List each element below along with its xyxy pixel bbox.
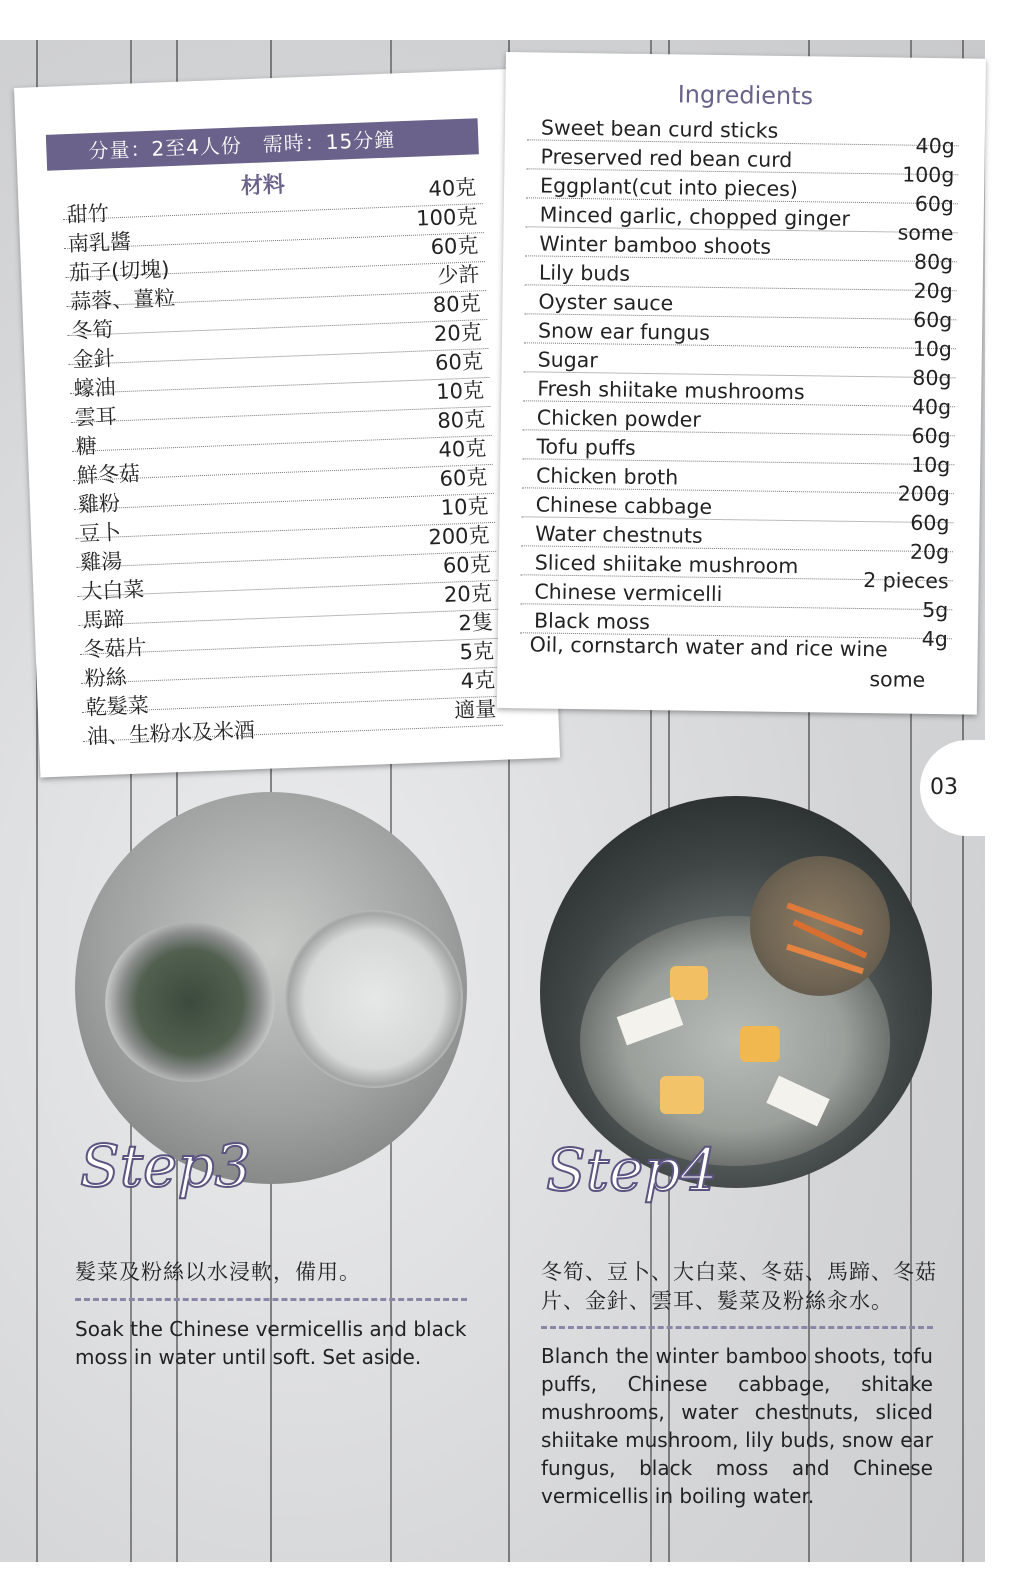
ingredient-qty: 60克 xyxy=(434,349,484,376)
step3-text-english: Soak the Chinese vermicellis and black moss in water until soft. Set aside. xyxy=(75,1317,467,1369)
ingredient-name: Chicken broth xyxy=(535,463,679,490)
ingredient-name: 鮮冬菇 xyxy=(76,461,141,488)
ingredient-name: 大白菜 xyxy=(80,577,145,604)
ingredient-name: 馬蹄 xyxy=(82,607,125,633)
step4-photo xyxy=(540,796,932,1188)
ingredient-name: Lily buds xyxy=(538,260,631,286)
ingredient-qty: 200克 xyxy=(428,523,490,550)
ingredient-name: 南乳醬 xyxy=(67,229,132,257)
ingredients-heading-chinese: 材料 xyxy=(240,172,286,200)
ingredient-name: Chinese cabbage xyxy=(535,492,713,519)
ingredient-name: Sweet bean curd sticks xyxy=(540,115,779,143)
ingredient-qty: 20g xyxy=(913,278,953,304)
ingredient-name: Fresh shiitake mushrooms xyxy=(537,376,805,405)
ingredient-qty: 2 pieces xyxy=(863,568,949,594)
ingredient-name: Minced garlic, chopped ginger xyxy=(539,202,851,231)
ingredient-name: Tofu puffs xyxy=(536,434,636,460)
ingredient-qty: 20克 xyxy=(433,320,483,347)
ingredient-qty: some xyxy=(869,667,926,692)
ingredient-qty: 40g xyxy=(915,133,955,159)
step4-text-chinese: 冬筍、豆卜、大白菜、冬菇、馬蹄、冬菇片、金針、雲耳、髮菜及粉絲汆水。 xyxy=(541,1260,937,1313)
ingredient-name: 乾髮菜 xyxy=(85,693,150,720)
ingredient-qty: 60g xyxy=(911,423,951,449)
ingredient-name: 雲耳 xyxy=(74,404,118,430)
ingredient-name: Chicken powder xyxy=(536,405,701,432)
ingredient-qty: 40克 xyxy=(438,436,487,462)
step3-label: Step3 xyxy=(80,1132,252,1200)
ingredient-qty: 40g xyxy=(911,394,952,420)
ingredient-name: Snow ear fungus xyxy=(537,318,711,345)
tofu-puff xyxy=(660,1076,704,1114)
ingredient-qty: 100克 xyxy=(415,204,478,231)
ingredient-name: Oyster sauce xyxy=(538,289,674,316)
ingredient-qty: 80克 xyxy=(432,291,482,318)
ingredient-qty: 20克 xyxy=(443,581,493,607)
step4-label: Step4 xyxy=(546,1136,718,1204)
ingredient-name: Black moss xyxy=(533,608,651,635)
ingredient-qty: 2隻 xyxy=(458,610,494,636)
ingredients-card-english xyxy=(497,52,986,715)
serving-time-banner: 分量：2至4人份 需時：15分鐘 xyxy=(46,118,479,171)
ingredient-qty: 60g xyxy=(914,191,955,217)
step4-text-english: Blanch the winter bamboo shoots, tofu puffs, Chinese cabbage, shitake mushrooms, water chestnuts, sliced shiitake mushroom, lily buds, snow ear fungus, black moss and Chinese vermicellis in boiling water. xyxy=(541,1344,933,1508)
ingredient-name: 冬菇片 xyxy=(83,635,148,662)
ingredient-name: Sliced shiitake mushroom xyxy=(534,550,799,579)
ingredient-name: 油、生粉水及米酒 xyxy=(86,718,256,749)
ingredients-card-chinese xyxy=(14,68,560,777)
bowl-black-moss xyxy=(105,922,275,1082)
divider xyxy=(75,1298,467,1301)
ingredient-name: 糖 xyxy=(75,434,98,459)
ingredient-name: 金針 xyxy=(72,346,115,372)
ingredient-name: 豆卜 xyxy=(78,520,122,546)
ingredient-name: Winter bamboo shoots xyxy=(539,231,772,259)
ingredient-qty: 10克 xyxy=(435,378,485,405)
ingredient-name: Chinese vermicelli xyxy=(534,579,723,607)
ingredient-name: 茄子(切塊) xyxy=(68,257,170,286)
ingredient-name: 蠔油 xyxy=(73,375,117,401)
ingredient-qty: 4g xyxy=(921,626,949,652)
step3-text-chinese: 髮菜及粉絲以水浸軟，備用。 xyxy=(75,1260,361,1284)
ingredient-name: Eggplant(cut into pieces) xyxy=(539,173,799,202)
ingredient-qty: 10g xyxy=(912,336,953,362)
ingredient-name: Water chestnuts xyxy=(535,521,703,548)
ingredient-qty: 10克 xyxy=(440,494,489,520)
ingredient-qty: 80克 xyxy=(436,407,486,433)
tofu-puff xyxy=(740,1026,780,1062)
ingredient-name: 雞粉 xyxy=(77,491,121,517)
ingredient-qty: 4克 xyxy=(460,667,496,694)
ingredient-name: Preserved red bean curd xyxy=(540,144,793,173)
ingredient-name: 蒜蓉、薑粒 xyxy=(69,285,176,314)
ingredient-qty: 20g xyxy=(909,539,950,565)
step3-photo xyxy=(75,792,467,1184)
ingredient-qty: 80g xyxy=(912,365,952,391)
ingredient-qty: 40克 xyxy=(427,175,477,202)
ingredient-qty: 80g xyxy=(913,249,954,275)
ingredient-name: Sugar xyxy=(537,347,598,373)
ingredient-name: 粉絲 xyxy=(84,665,128,691)
ingredient-name: 雞湯 xyxy=(79,549,123,575)
ingredient-qty: 60克 xyxy=(442,552,492,578)
ladle xyxy=(750,856,890,996)
ingredient-qty: 60g xyxy=(910,510,950,536)
ingredient-qty: 適量 xyxy=(453,696,497,723)
ingredient-qty: 5克 xyxy=(459,638,495,665)
page-number: 03 xyxy=(920,740,1024,836)
ingredients-heading-english: Ingredients xyxy=(677,80,814,111)
bowl-vermicelli xyxy=(285,910,463,1088)
ingredient-qty: 60克 xyxy=(430,233,479,260)
ingredient-qty: 60g xyxy=(913,307,953,333)
ingredient-qty: 200g xyxy=(897,481,951,507)
ingredient-qty: 5g xyxy=(922,597,949,623)
ingredient-qty: 100g xyxy=(902,162,955,188)
ingredient-qty: 60克 xyxy=(439,465,488,491)
ingredient-name: 甜竹 xyxy=(66,201,110,228)
divider xyxy=(541,1326,933,1329)
ingredient-qty: 少許 xyxy=(437,262,480,288)
ingredient-name: 冬筍 xyxy=(70,317,114,343)
ingredient-qty: 10g xyxy=(911,452,951,478)
ingredient-qty: some xyxy=(897,220,954,246)
tofu-puff xyxy=(670,966,708,1000)
ingredient-name: Oil, cornstarch water and rice wine xyxy=(529,632,888,662)
